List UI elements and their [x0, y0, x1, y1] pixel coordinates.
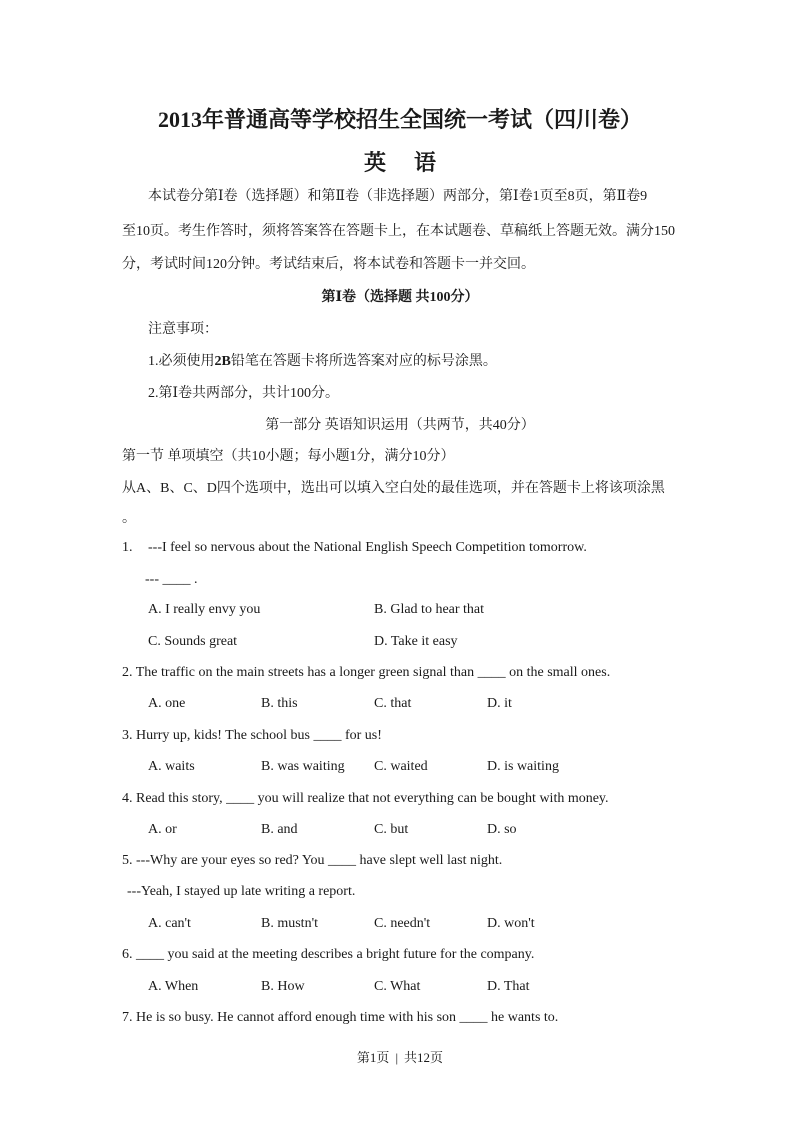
exam-title: 2013年普通高等学校招生全国统一考试（四川卷） — [157, 107, 642, 132]
question-4-option-d: D. so — [487, 822, 517, 837]
instruction-line-2: 。 — [122, 511, 136, 526]
question-3-text: 3. Hurry up, kids! The school bus ____ for us! — [122, 728, 382, 743]
question-3-option-c: C. waited — [374, 759, 428, 774]
question-6-text: 6. ____ you said at the meeting describes a bright future for the company. — [122, 947, 535, 962]
footer-separator: | — [395, 1050, 399, 1065]
question-6-option-c: C. What — [374, 979, 421, 994]
question-6-option-a: A. When — [148, 979, 199, 994]
question-3-option-d: D. is waiting — [487, 759, 559, 774]
volume1-heading: 第Ⅰ卷（选择题 共100分） — [321, 290, 479, 305]
question-4-option-c: C. but — [374, 822, 409, 837]
instruction-line-1: 从A、B、C、D四个选项中，选出可以填入空白处的最佳选项，并在答题卡上将该项涂黑 — [122, 481, 665, 496]
question-3-option-b: B. was waiting — [261, 759, 345, 774]
note-1-post: 铅笔在答题卡将所选答案对应的标号涂黑。 — [230, 354, 497, 369]
question-5-response: ---Yeah, I stayed up late writing a report. — [127, 884, 356, 899]
intro-line-1: 本试卷分第Ⅰ卷（选择题）和第Ⅱ卷（非选择题）两部分，第Ⅰ卷1页至8页，第Ⅱ卷9 — [148, 189, 648, 204]
note-1-pre: 1.必须使用 — [148, 354, 215, 369]
question-1-response: --- ____ . — [145, 572, 198, 587]
notes-heading: 注意事项： — [148, 322, 218, 337]
question-1-option-a: A. I really envy you — [148, 602, 261, 617]
note-1 — [148, 350, 497, 370]
question-1-option-c: C. Sounds great — [148, 634, 238, 649]
question-2-option-c: C. that — [374, 696, 412, 711]
page-footer — [0, 1047, 800, 1066]
intro-line-3: 分，考试时间120分钟。考试结束后，将本试卷和答题卡一并交回。 — [122, 257, 535, 272]
question-2-option-b: B. this — [261, 696, 298, 711]
question-4-text: 4. Read this story, ____ you will realize that not everything can be bought with money. — [122, 791, 609, 806]
part1-heading: 第一部分 英语知识运用（共两节，共40分） — [265, 418, 535, 433]
question-5-option-b: B. mustn't — [261, 916, 318, 931]
footer-total-pages: 共12页 — [404, 1050, 444, 1065]
question-6-option-b: B. How — [261, 979, 305, 994]
question-4-option-b: B. and — [261, 822, 298, 837]
question-7-text: 7. He is so busy. He cannot afford enough time with his son ____ he wants to. — [122, 1010, 559, 1025]
note-2: 2.第Ⅰ卷共两部分，共计100分。 — [148, 386, 340, 401]
question-6-option-d: D. That — [487, 979, 530, 994]
section1-heading: 第一节 单项填空（共10小题；每小题1分，满分10分） — [122, 449, 455, 464]
note-1-bold: 2B — [214, 354, 231, 369]
question-1-option-b: B. Glad to hear that — [374, 602, 485, 617]
question-5-text: 5. ---Why are your eyes so red? You ____ have slept well last night. — [122, 853, 503, 868]
question-5-option-c: C. needn't — [374, 916, 431, 931]
question-5-option-a: A. can't — [148, 916, 191, 931]
question-5-option-d: D. won't — [487, 916, 535, 931]
question-4-option-a: A. or — [148, 822, 177, 837]
question-1-number: 1. — [122, 540, 133, 555]
question-1-text: ---I feel so nervous about the National English Speech Competition tomorrow. — [148, 540, 587, 555]
question-1-option-d: D. Take it easy — [374, 634, 458, 649]
question-2-option-d: D. it — [487, 696, 512, 711]
question-2-option-a: A. one — [148, 696, 186, 711]
subject-title: 英语 — [363, 150, 464, 175]
intro-line-2: 至10页。考生作答时，须将答案答在答题卡上，在本试题卷、草稿纸上答题无效。满分150 — [122, 224, 675, 239]
question-3-option-a: A. waits — [148, 759, 195, 774]
question-2-text: 2. The traffic on the main streets has a longer green signal than ____ on the small ones. — [122, 665, 611, 680]
footer-page-number: 第1页 — [356, 1050, 390, 1065]
